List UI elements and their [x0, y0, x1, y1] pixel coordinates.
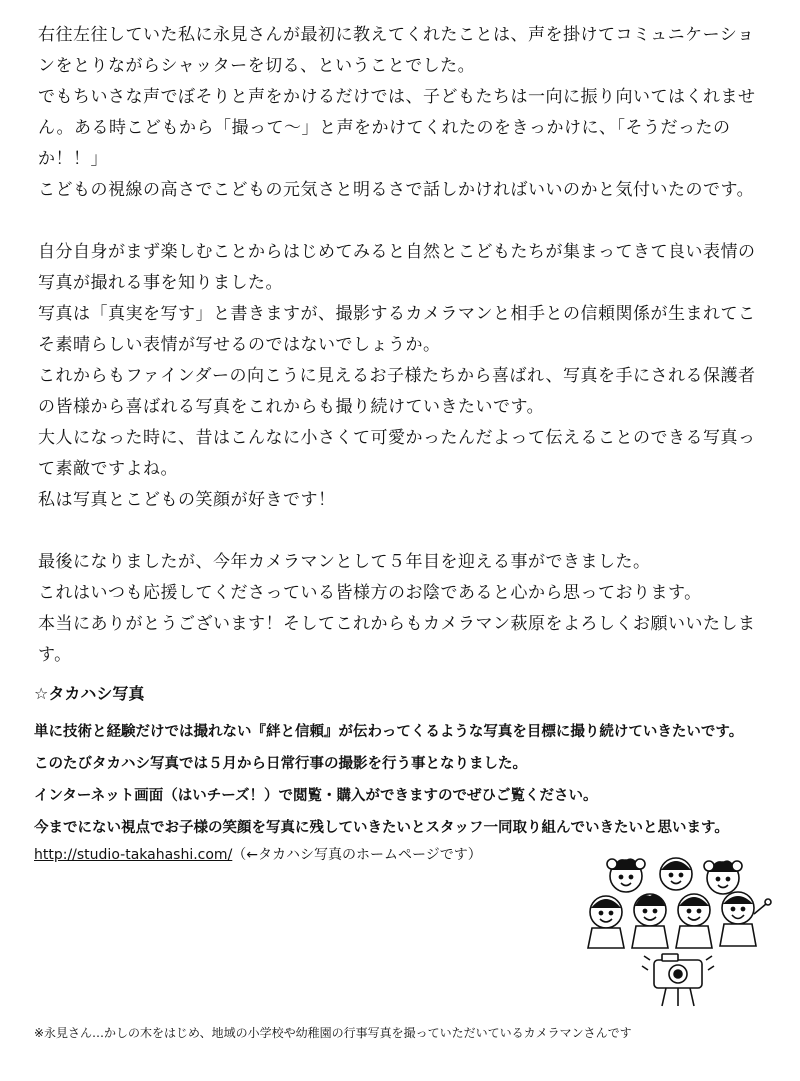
body-line: 本当にありがとうございます！そしてこれからもカメラマン萩原をよろしくお願いいたしま: [38, 614, 756, 634]
body-line: 自分自身がまず楽しむことからはじめてみると自然とこどもたちが集まってきて良い表情の: [38, 242, 756, 262]
body-line: こどもの視線の高さでこどもの元気さと明るさで話しかければいいのかと気付いたのです。: [38, 180, 755, 200]
paragraph-gap: [38, 516, 778, 547]
child-face-icon: [632, 894, 668, 948]
section-line: このたびタカハシ写真では５月から日常行事の撮影を行う事となりました。: [34, 756, 527, 772]
section-line: インターネット画面（はいチーズ！）で閲覧・購入ができますのでぜひご覧ください。: [34, 788, 598, 804]
homepage-note: （←タカハシ写真のホームページです）: [232, 847, 482, 863]
body-line: 右往左往していた私に永見さんが最初に教えてくれたことは、声を掛けてコミュニケーショ: [38, 25, 755, 45]
article-body: [38, 20, 778, 671]
child-face-icon: [607, 858, 645, 892]
child-face-icon: [660, 858, 692, 890]
body-line: これからもファインダーの向こうに見えるお子様たちから喜ばれ、写真を手にされる保護者: [38, 366, 756, 386]
body-line: そ素晴らしい表情が写せるのではないでしょうか。: [38, 335, 441, 355]
section-line: 今までにない視点でお子様の笑顔を写真に残していきたいとスタッフ一同取り組んでいきたいと思います。: [34, 820, 729, 836]
paragraph-gap: [38, 206, 778, 237]
body-line: 最後になりましたが、今年カメラマンとして５年目を迎える事ができました。: [38, 552, 651, 572]
body-line: 写真が撮れる事を知りました。: [38, 273, 283, 293]
child-face-icon: [720, 892, 771, 946]
section-body: [34, 716, 774, 844]
body-line: ンをとりながらシャッターを切る、ということでした。: [38, 56, 476, 76]
body-line: の皆様から喜ばれる写真をこれからも撮り続けていきたいです。: [38, 397, 545, 417]
body-line: 写真は「真実を写す」と書きますが、撮影するカメラマンと相手との信頼関係が生まれてこ: [38, 304, 756, 324]
child-face-icon: [676, 894, 712, 948]
footnote: ※永見さん…かしの木をはじめ、地域の小学校や幼稚園の行事写真を撮っていただいているカメラマンさんです: [34, 1026, 632, 1040]
child-face-icon: [588, 896, 624, 948]
homepage-link[interactable]: http://studio-takahashi.com/: [34, 847, 233, 863]
children-camera-illustration: [578, 848, 778, 1008]
camera-icon: [642, 954, 714, 1006]
body-line: 大人になった時に、昔はこんなに小さくて可愛かったんだよって伝えることのできる写真っ: [38, 428, 756, 448]
section-line: 単に技術と経験だけでは撮れない『絆と信頼』が伝わってくるような写真を目標に撮り続けていきたいです。: [34, 724, 744, 740]
body-line: これはいつも応援してくださっている皆様方のお陰であると心から思っております。: [38, 583, 702, 603]
body-line: す。: [38, 645, 72, 665]
section-title: ☆タカハシ写真: [34, 684, 145, 703]
body-line: でもちいさな声でぼそりと声をかけるだけでは、子どもたちは一向に振り向いてはくれませ: [38, 87, 756, 107]
homepage-line: [34, 844, 482, 866]
child-face-icon: [704, 860, 742, 894]
body-line: ん。ある時こどもから「撮って～」と声をかけてくれたのをきっかけに、「そうだったのか！！」: [38, 118, 731, 169]
body-line: て素敵ですよね。: [38, 459, 178, 479]
body-line: 私は写真とこどもの笑顔が好きです！: [38, 490, 336, 510]
